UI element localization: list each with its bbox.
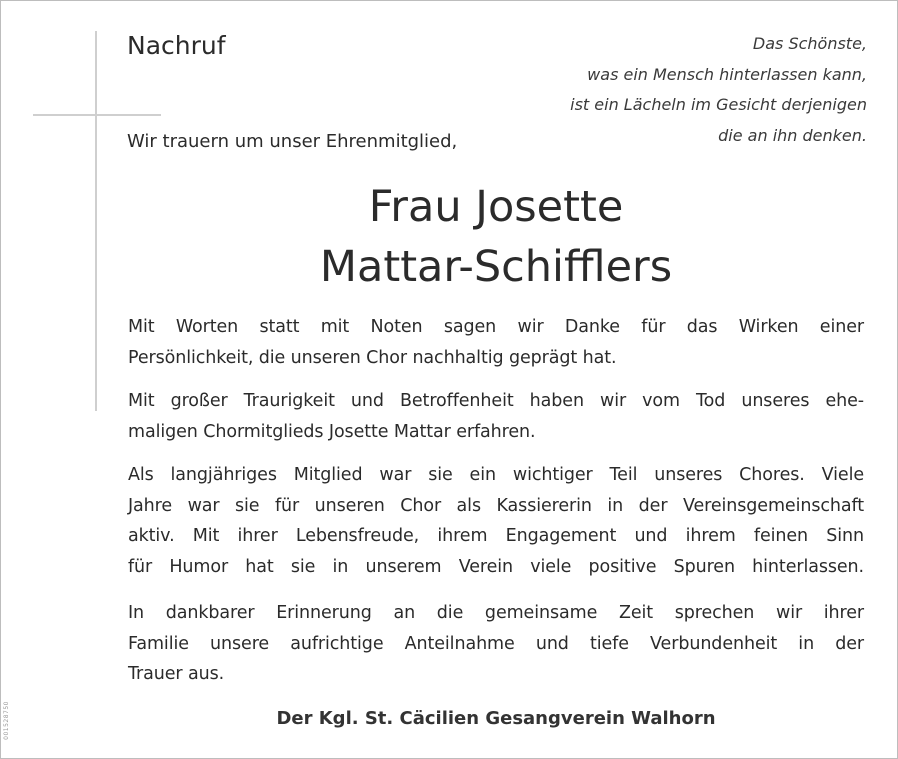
paragraph-1 — [128, 312, 864, 373]
cross-vertical-bar — [95, 31, 97, 411]
paragraph-3 — [128, 460, 864, 582]
deceased-name-line1: Frau Josette — [368, 182, 624, 232]
deceased-name-line2: Mattar-Schifflers — [319, 242, 673, 292]
quote-block — [467, 29, 867, 151]
side-id-number: 001528750 — [3, 701, 10, 740]
paragraph-4 — [128, 598, 864, 690]
quote-line: ist ein Lächeln im Gesicht derjenigen — [570, 95, 867, 114]
paragraph-line: Trauer aus. — [128, 664, 225, 684]
intro-text: Wir trauern um unser Ehrenmitglied, — [127, 131, 458, 152]
paragraph-2 — [128, 386, 864, 447]
paragraph-line: Mit großer Traurigkeit und Betroffenheit haben wir vom Tod unseres ehe- — [128, 391, 864, 411]
paragraph-line: Mit Worten statt mit Noten sagen wir Danke für das Wirken einer — [128, 317, 864, 337]
quote-line: was ein Mensch hinterlassen kann, — [587, 64, 867, 84]
paragraph-line: maligen Chormitglieds Josette Mattar erfahren. — [128, 421, 536, 442]
paragraph-line: Als langjähriges Mitglied war sie ein wichtiger Teil unseres Chores. Viele — [128, 465, 864, 485]
paragraph-line: In dankbarer Erinnerung an die gemeinsame Zeit sprechen wir ihrer — [128, 603, 864, 623]
paragraph-line: Jahre war sie für unseren Chor als Kassiererin in der Vereinsgemeinschaft — [128, 495, 864, 516]
quote-line: die an ihn denken. — [718, 125, 867, 145]
quote-line: Das Schönste, — [752, 34, 867, 53]
heading: Nachruf — [127, 31, 226, 60]
paragraph-line: für Humor hat sie in unserem Verein viele positive Spuren hinterlassen. — [128, 556, 864, 577]
cross-horizontal-bar — [33, 114, 161, 116]
paragraph-line: Familie unsere aufrichtige Anteilnahme und tiefe Verbundenheit in der — [128, 633, 864, 654]
paragraph-line: aktiv. Mit ihrer Lebensfreude, ihrem Engagement und ihrem feinen Sinn — [128, 526, 864, 546]
paragraph-line: Persönlichkeit, die unseren Chor nachhaltig geprägt hat. — [128, 347, 617, 368]
signature: Der Kgl. St. Cäcilien Gesangverein Walhorn — [276, 708, 716, 729]
